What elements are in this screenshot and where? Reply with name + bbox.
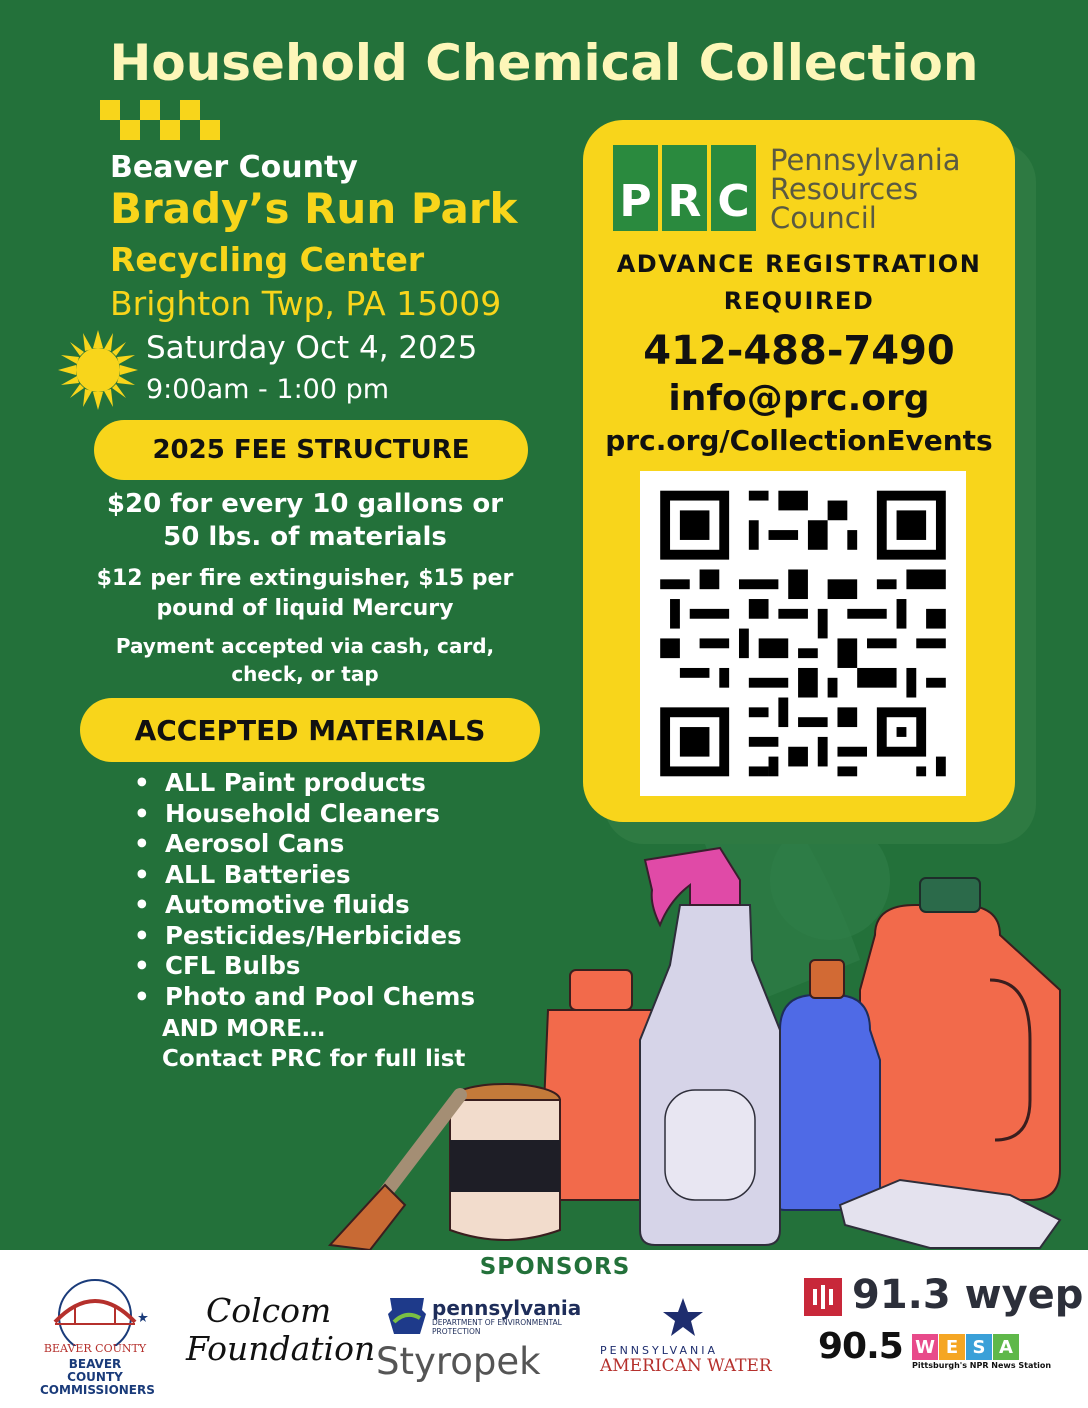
website-link[interactable]: prc.org/CollectionEvents [605,424,993,457]
materials-more: AND MORE… Contact PRC for full list [162,1016,466,1072]
pa-american-water-star-icon [660,1296,706,1338]
pa-dep-wordmark: pennsylvania [432,1296,582,1320]
list-item: • Aerosol Cans [134,829,475,860]
prc-logo: P R C [613,145,760,231]
facility-name: Recycling Center [110,240,425,279]
pa-american-water-line2: AMERICAN WATER [600,1356,772,1376]
pa-american-water-line1: PENNSYLVANIA [600,1344,719,1357]
list-item: • Photo and Pool Chems [134,982,475,1013]
fee-line-payment: Payment accepted via cash, card, check, or tap [115,634,495,686]
list-item: • CFL Bulbs [134,951,475,982]
accepted-materials-heading: ACCEPTED MATERIALS [80,698,540,762]
wyep-logo: 91.3 wyep [852,1272,1084,1318]
list-item: • Household Cleaners [134,799,475,830]
list-item: • Automotive fluids [134,890,475,921]
fee-structure-heading: 2025 FEE STRUCTURE [94,420,528,480]
colcom-foundation-logo: Colcom Foundation [186,1291,376,1368]
town-address: Brighton Twp, PA 15009 [110,284,502,323]
email-link[interactable]: info@prc.org [668,378,930,419]
list-item: • Pesticides/Herbicides [134,921,475,952]
event-time: 9:00am - 1:00 pm [146,374,390,405]
wyep-icon [804,1278,842,1316]
registration-required: REQUIRED [723,287,875,315]
pa-keystone-icon [386,1296,428,1336]
qr-code[interactable] [640,471,966,796]
wesa-frequency: 90.5 [818,1326,903,1367]
sponsors-heading: SPONSORS [479,1254,631,1280]
registration-notice: ADVANCE REGISTRATION [616,250,982,278]
event-date: Saturday Oct 4, 2025 [146,330,478,366]
park-name: Brady’s Run Park [110,184,518,233]
beaver-county-seal-icon [40,1276,150,1346]
beaver-county-wordmark: BEAVER COUNTY [43,1342,147,1355]
wesa-logo: W E S A [912,1334,1020,1360]
fee-line-extinguisher: $12 per fire extinguisher, $15 per pound of liquid Mercury [96,566,514,621]
prc-org-name: Pennsylvania Resources Council [770,143,961,235]
qr-code-icon [640,471,966,796]
list-item: • ALL Batteries [134,860,475,891]
fee-line-volume: $20 for every 10 gallons or 50 lbs. of materials [106,489,504,552]
county-name: Beaver County [110,150,358,185]
page-title: Household Chemical Collection [109,34,979,92]
wesa-tagline: Pittsburgh's NPR News Station [912,1361,1052,1370]
list-item: • ALL Paint products [134,768,475,799]
pa-dep-subtitle: DEPARTMENT OF ENVIRONMENTAL PROTECTION [432,1318,562,1336]
beaver-county-commissioners: BEAVER COUNTY COMMISSIONERS [40,1357,155,1397]
styropek-logo: Styropek [376,1340,541,1383]
phone-number[interactable]: 412-488-7490 [643,328,955,374]
